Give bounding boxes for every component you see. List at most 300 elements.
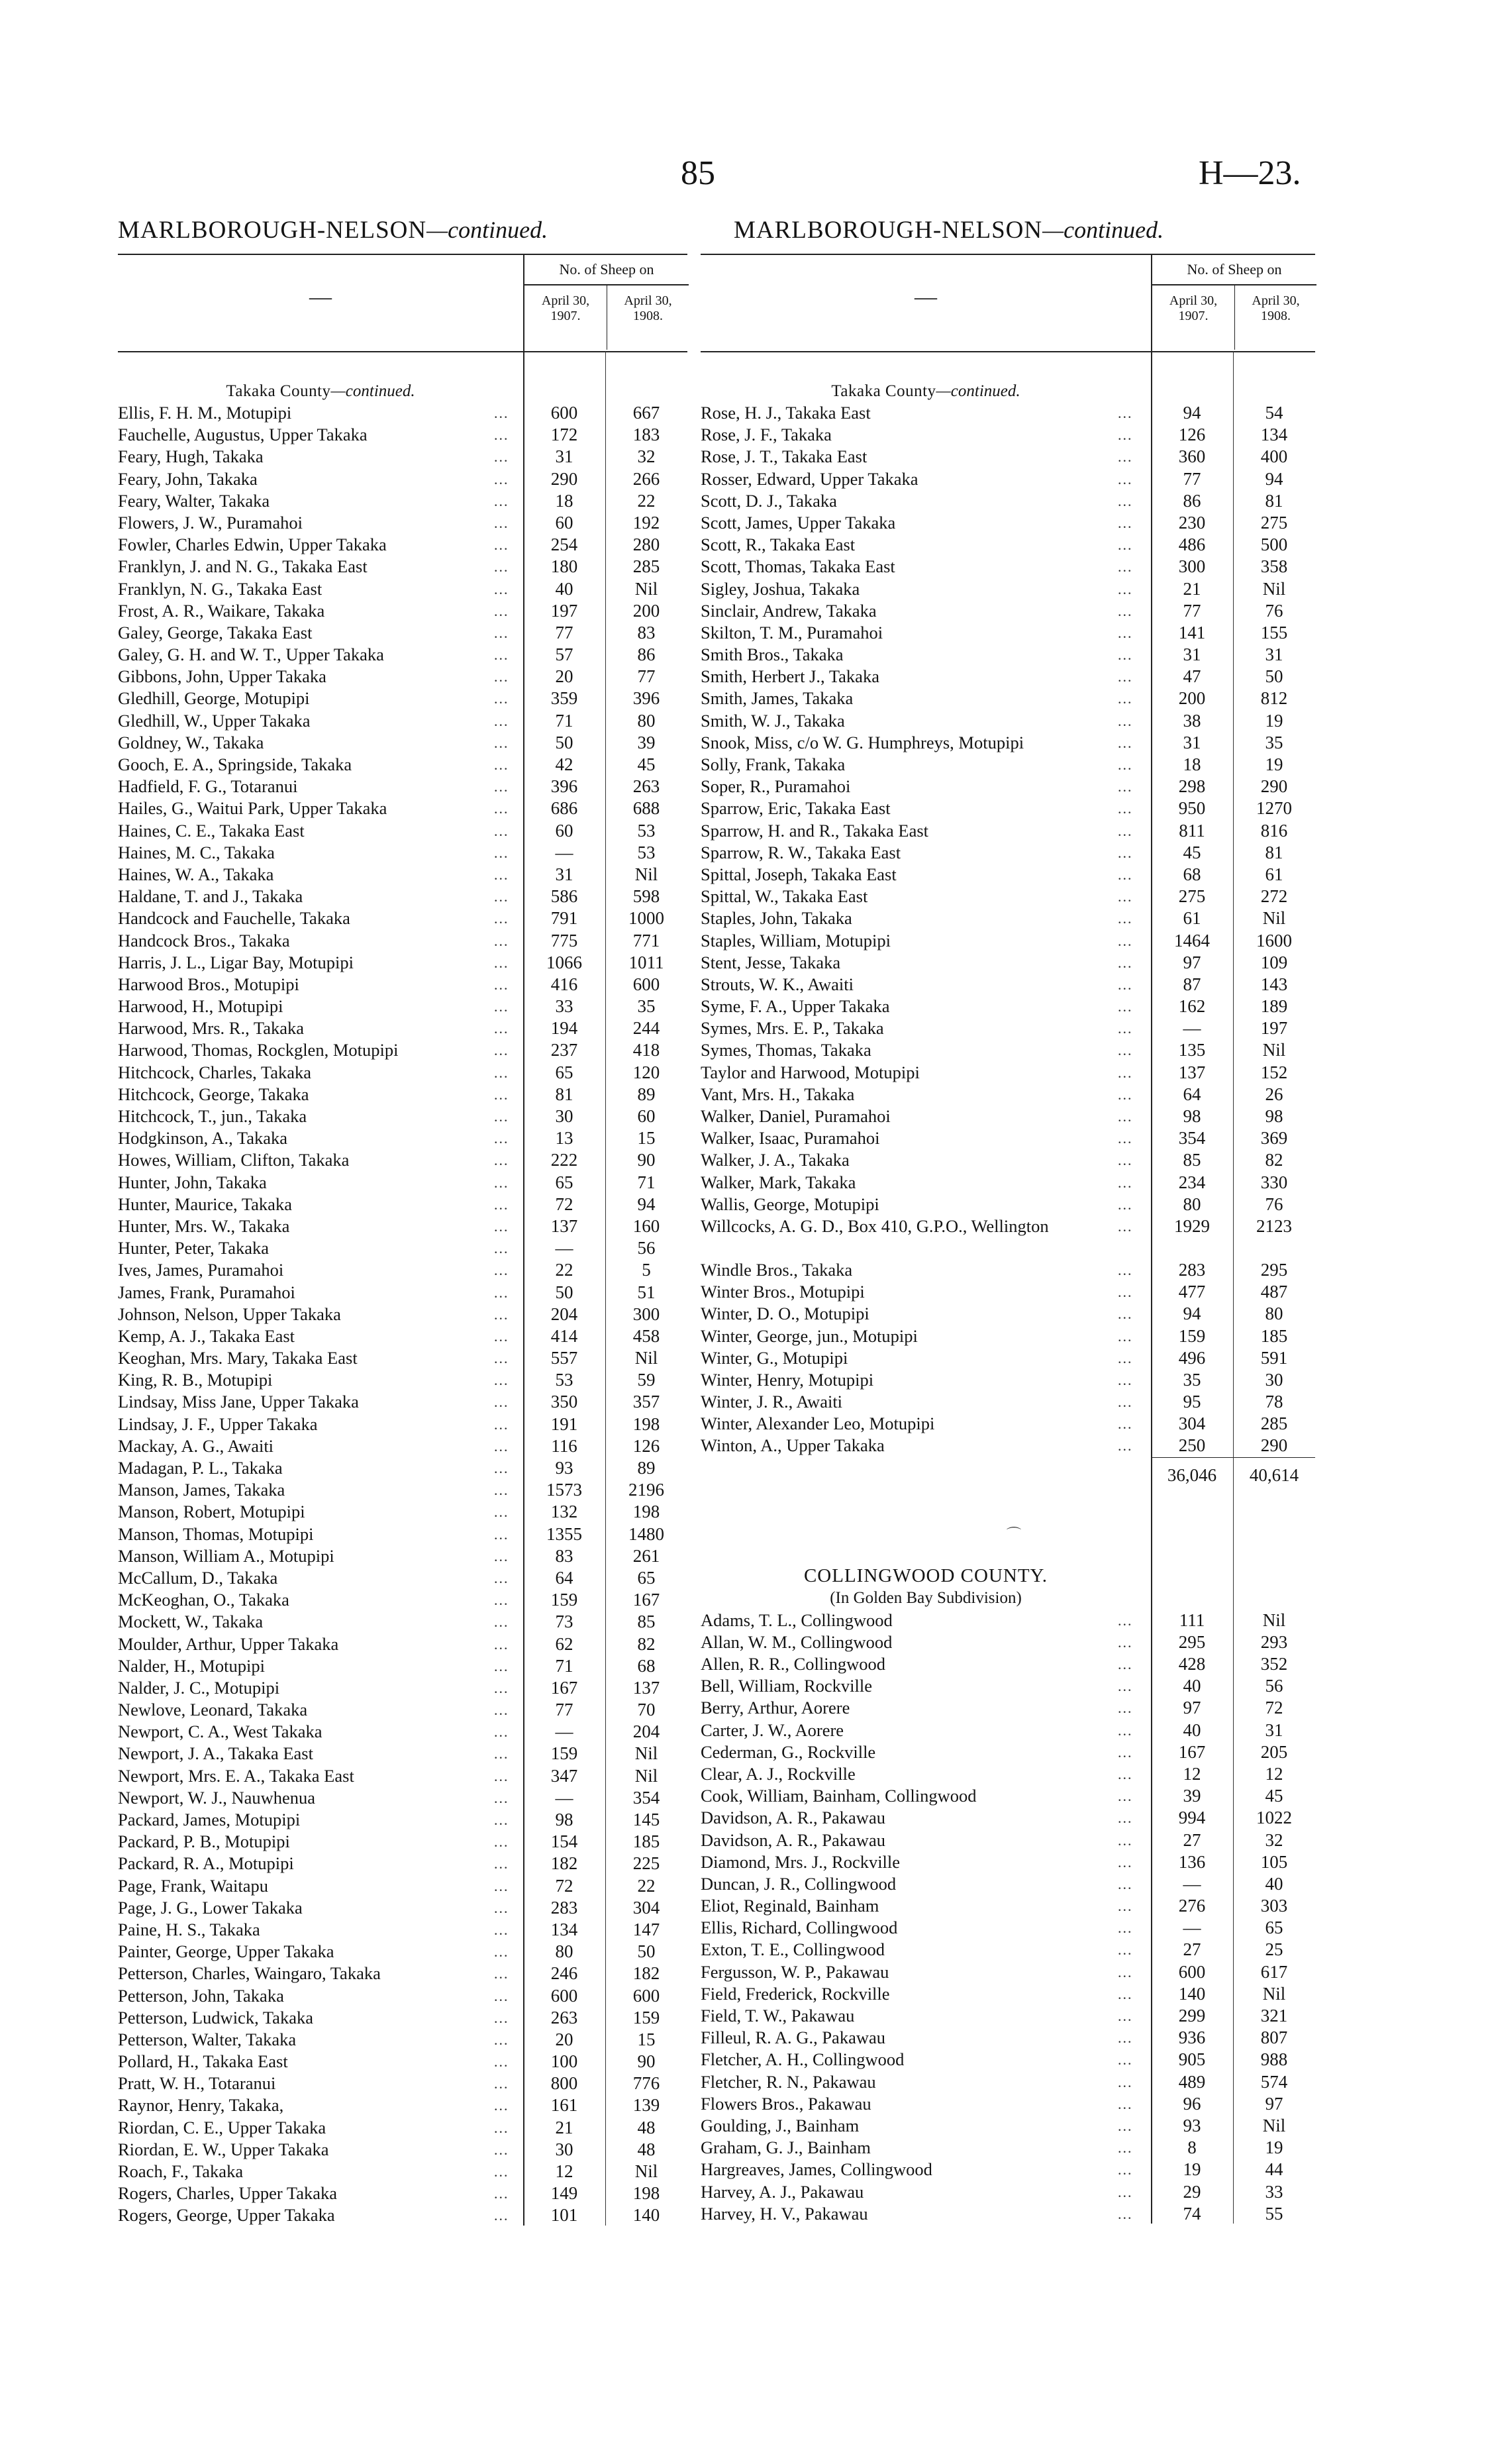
- sheep-1907-value: 167: [550, 1677, 578, 1698]
- table-row: [118, 1919, 687, 1941]
- leader-dots: ...: [1118, 1765, 1133, 1782]
- sheep-1907-value: 159: [1178, 1325, 1206, 1346]
- left-title-continued: —continued.: [426, 217, 548, 243]
- table-row: [701, 930, 1315, 952]
- owner-name: Walker, J. A., Takaka: [701, 1150, 850, 1170]
- sheep-1908-value: 143: [1260, 974, 1288, 994]
- sheep-1907-value: 161: [550, 2095, 578, 2116]
- sheep-1908-value: 358: [1260, 556, 1288, 577]
- total-1907-value: 36,046: [1167, 1464, 1217, 1485]
- sheep-1908-value: 776: [632, 2073, 660, 2094]
- table-row: [118, 1105, 687, 1127]
- leader-dots: ...: [1118, 1963, 1133, 1980]
- sheep-1908-value: 295: [1260, 1259, 1288, 1280]
- sheep-1908-value: 600: [632, 1985, 660, 2006]
- leader-dots: ...: [494, 537, 509, 554]
- table-row: [118, 1567, 687, 1589]
- sheep-1907-value: 1573: [546, 1480, 582, 1500]
- sheep-1908-value: 15: [637, 1128, 656, 1149]
- table-row: [701, 864, 1315, 886]
- sheep-1908-value: 65: [1265, 1918, 1283, 1938]
- leader-dots: ...: [1118, 2029, 1133, 2047]
- owner-name: Eliot, Reginald, Bainham: [701, 1896, 879, 1916]
- sheep-1907-value: 347: [550, 1765, 578, 1786]
- page-number: 85: [681, 154, 715, 192]
- leader-dots: ...: [1118, 2205, 1133, 2222]
- owner-name: Clear, A. J., Rockville: [701, 1763, 856, 1784]
- leader-dots: ...: [1118, 1064, 1133, 1081]
- leader-dots: ...: [1118, 1678, 1133, 1695]
- owner-name: Painter, George, Upper Takaka: [118, 1941, 334, 1962]
- leader-dots: ...: [1118, 537, 1133, 554]
- table-row: [118, 1985, 687, 2007]
- table-row: [118, 1787, 687, 1809]
- sheep-1907-value: 27: [1183, 1939, 1201, 1960]
- sheep-1908-value: 94: [637, 1194, 656, 1214]
- leader-dots: ...: [494, 1525, 509, 1543]
- sheep-1908-value: 400: [1260, 446, 1288, 467]
- owner-name: Field, Frederick, Rockville: [701, 1983, 890, 2004]
- sheep-1908-value: 244: [632, 1018, 660, 1039]
- sheep-1907-value: 97: [1183, 952, 1201, 972]
- leader-dots: ...: [494, 427, 509, 444]
- sheep-1907-value: 65: [555, 1062, 573, 1082]
- sheep-1907-value: 21: [555, 2117, 573, 2137]
- leader-dots: ...: [494, 1702, 509, 1719]
- sheep-1908-value: 183: [632, 425, 660, 445]
- leader-dots: ...: [1118, 1875, 1133, 1892]
- leader-dots: ...: [1118, 1371, 1133, 1388]
- leader-dots: ...: [1118, 1656, 1133, 1672]
- owner-name: Harvey, A. J., Pakawau: [701, 2181, 864, 2202]
- sheep-1907-value: 1929: [1174, 1215, 1210, 1236]
- owner-name: Allan, W. M., Collingwood: [701, 1631, 893, 1652]
- leader-dots: ...: [1118, 1217, 1133, 1235]
- table-row: [118, 797, 687, 819]
- sheep-count-header: [523, 255, 689, 351]
- sheep-1908-value: 198: [632, 1502, 660, 1522]
- table-row: [701, 1873, 1315, 1895]
- table-row: [118, 1084, 687, 1105]
- table-row: [701, 1369, 1315, 1391]
- owner-name: Hailes, G., Waitui Park, Upper Takaka: [118, 798, 387, 819]
- sheep-1908-value: 352: [1260, 1654, 1288, 1674]
- table-row: [701, 1895, 1315, 1917]
- leader-dots: ...: [494, 1020, 509, 1037]
- owner-name: Windle Bros., Takaka: [701, 1259, 853, 1280]
- sheep-1908-value: 1011: [628, 952, 664, 972]
- sheep-1907-value: 50: [555, 1282, 573, 1302]
- table-row: [118, 1259, 687, 1281]
- table-row: [701, 512, 1315, 534]
- sheep-1907-value: 96: [1183, 2093, 1201, 2114]
- owner-name: Ellis, F. H. M., Motupipi: [118, 403, 292, 423]
- leader-dots: ...: [494, 1877, 509, 1894]
- sheep-1907-value: 234: [1178, 1172, 1206, 1192]
- sheep-1907-value: 600: [550, 403, 578, 423]
- owner-name: Manson, Thomas, Motupipi: [118, 1523, 314, 1544]
- sheep-1907-value: 40: [1183, 1676, 1201, 1696]
- leader-dots: ...: [1118, 822, 1133, 839]
- leader-dots: ...: [494, 1745, 509, 1763]
- sheep-1907-value: 283: [550, 1897, 578, 1918]
- sheep-1907-value: 275: [1178, 886, 1206, 907]
- right-table-header: [701, 255, 1315, 352]
- sheep-1908-value: 369: [1260, 1128, 1288, 1149]
- leader-dots: ...: [1118, 1920, 1133, 1937]
- sheep-1908-value: 105: [1260, 1851, 1288, 1872]
- leader-dots: ...: [1118, 1898, 1133, 1915]
- sheep-1908-value: 78: [1265, 1392, 1283, 1412]
- sheep-1907-value: 83: [555, 1545, 573, 1566]
- owner-name: Lindsay, J. F., Upper Takaka: [118, 1413, 318, 1434]
- table-row: [701, 776, 1315, 797]
- table-row: [701, 1062, 1315, 1084]
- sheep-1907-value: 77: [555, 1700, 573, 1720]
- table-row: [118, 1435, 687, 1457]
- table-row: [118, 1545, 687, 1567]
- sheep-1908-value: Nil: [634, 864, 658, 884]
- leader-dots: ...: [494, 1064, 509, 1081]
- sheep-1907-value: 180: [550, 556, 578, 577]
- sheep-1907-value: 47: [1183, 666, 1201, 687]
- owner-name: Hitchcock, Charles, Takaka: [118, 1062, 311, 1082]
- owner-name: Davidson, A. R., Pakawau: [701, 1808, 885, 1828]
- sheep-1908-value: Nil: [1262, 2115, 1286, 2135]
- sheep-1908-value: 272: [1260, 886, 1288, 907]
- owner-name: Howes, William, Clifton, Takaka: [118, 1150, 350, 1170]
- table-row: [118, 1149, 687, 1171]
- sheep-1907-value: 95: [1183, 1392, 1201, 1412]
- owner-name: Scott, R., Takaka East: [701, 535, 856, 555]
- leader-dots: ...: [494, 1592, 509, 1609]
- sheep-1908-value: 12: [1265, 1763, 1283, 1784]
- sheep-1907-value: 950: [1178, 798, 1206, 819]
- table-row: [118, 2117, 687, 2139]
- owner-name: Petterson, Walter, Takaka: [118, 2029, 297, 2049]
- table-row: [701, 996, 1315, 1017]
- sheep-1908-value: 30: [1265, 1369, 1283, 1390]
- leader-dots: ...: [1118, 1700, 1133, 1717]
- leader-dots: ...: [494, 1767, 509, 1784]
- sheep-1907-value: 354: [1178, 1128, 1206, 1149]
- leader-dots: ...: [494, 844, 509, 861]
- leader-dots: ...: [494, 2031, 509, 2048]
- owner-name: Gibbons, John, Upper Takaka: [118, 666, 326, 687]
- owner-name: Goldney, W., Takaka: [118, 732, 264, 752]
- table-row: [701, 424, 1315, 446]
- owner-name: Hitchcock, George, Takaka: [118, 1084, 309, 1104]
- owner-name: Feary, Walter, Takaka: [118, 490, 270, 511]
- sheep-1907-value: 73: [555, 1612, 573, 1632]
- leader-dots: ...: [494, 492, 509, 509]
- table-row: [118, 1743, 687, 1765]
- table-row: [118, 1765, 687, 1787]
- sheep-1908-value: 293: [1260, 1631, 1288, 1652]
- sheep-1907-value: 42: [555, 754, 573, 774]
- owner-name: Petterson, John, Takaka: [118, 1985, 284, 2006]
- sheep-1907-value: 557: [550, 1348, 578, 1368]
- leader-dots: ...: [494, 932, 509, 949]
- sheep-1908-value: 189: [1260, 996, 1288, 1017]
- sheep-1908-value: 159: [632, 2007, 660, 2028]
- owner-name: Flowers Bros., Pakawau: [701, 2093, 871, 2114]
- owner-name: Harwood, H., Motupipi: [118, 996, 283, 1017]
- sheep-1908-value: 45: [637, 754, 656, 774]
- leader-dots: ...: [494, 1812, 509, 1828]
- table-row: [118, 468, 687, 490]
- sheep-1907-value: 126: [1178, 425, 1206, 445]
- sheep-1907-value: 30: [555, 1106, 573, 1126]
- leader-dots: ...: [1118, 2008, 1133, 2024]
- table-row: [701, 797, 1315, 819]
- sheep-1907-value: 31: [555, 864, 573, 884]
- sheep-1908-value: 192: [632, 512, 660, 533]
- sheep-1908-value: 54: [1265, 403, 1283, 423]
- owner-name: Diamond, Mrs. J., Rockville: [701, 1851, 901, 1872]
- sheep-1907-value: 98: [1183, 1106, 1201, 1126]
- sheep-1907-value: 360: [1178, 446, 1206, 467]
- leader-dots: ...: [1118, 2161, 1133, 2179]
- table-row: [701, 1653, 1315, 1675]
- owner-name: Winter, J. R., Awaiti: [701, 1392, 843, 1412]
- sheep-1907-value: 12: [1183, 1763, 1201, 1784]
- sheep-1908-value: 97: [1265, 2093, 1283, 2114]
- sheep-1907-value: 35: [1183, 1369, 1201, 1390]
- leader-dots: ...: [1118, 1284, 1133, 1301]
- column-rule: [523, 351, 524, 2226]
- leader-dots: ...: [494, 1217, 509, 1235]
- table-row: [118, 864, 687, 886]
- left-title-main: MARLBOROUGH-NELSON: [118, 217, 427, 244]
- table-row: [701, 1259, 1315, 1281]
- sheep-1907-value: 141: [1178, 622, 1206, 642]
- table-row: [118, 2139, 687, 2161]
- sheep-1907-value: 791: [550, 908, 578, 929]
- owner-name: Harwood, Thomas, Rockglen, Motupipi: [118, 1040, 399, 1060]
- leader-dots: ...: [1118, 558, 1133, 576]
- sheep-1908-value: 816: [1260, 820, 1288, 841]
- sheep-1908-value: 31: [1265, 644, 1283, 665]
- table-row: [118, 710, 687, 732]
- sheep-1907-value: 132: [550, 1502, 578, 1522]
- owner-name: Haines, W. A., Takaka: [118, 864, 274, 884]
- leader-dots: ...: [1118, 1261, 1133, 1278]
- table-row: [118, 534, 687, 556]
- sheep-1908-value: 667: [632, 403, 660, 423]
- table-row: [701, 1325, 1315, 1347]
- table-row: [118, 644, 687, 666]
- leader-dots: ...: [1118, 778, 1133, 796]
- sheep-1908-value: Nil: [1262, 1983, 1286, 2004]
- sheep-1907-value: 686: [550, 798, 578, 819]
- table-row: [701, 556, 1315, 578]
- owner-name: Spittal, W., Takaka East: [701, 886, 868, 907]
- sheep-1907-value: 31: [1183, 732, 1201, 752]
- collingwood-county-heading: COLLINGWOOD COUNTY.: [803, 1565, 1048, 1586]
- owner-name: Cook, William, Bainham, Collingwood: [701, 1786, 977, 1806]
- table-row: [701, 1172, 1315, 1194]
- sheep-1907-value: 298: [1178, 776, 1206, 797]
- owner-name: Scott, James, Upper Takaka: [701, 512, 896, 533]
- owner-name: Soper, R., Puramahoi: [701, 776, 851, 797]
- leader-dots: ...: [494, 470, 509, 488]
- table-row: [701, 622, 1315, 644]
- sheep-1908-value: 167: [632, 1590, 660, 1610]
- leader-dots: ...: [1118, 954, 1133, 971]
- table-row: [701, 1347, 1315, 1369]
- leader-dots: ...: [1118, 1327, 1133, 1345]
- table-row: [118, 1677, 687, 1699]
- owner-name: Petterson, Ludwick, Takaka: [118, 2007, 313, 2028]
- sheep-1908-value: 80: [1265, 1304, 1283, 1324]
- owner-name: Fauchelle, Augustus, Upper Takaka: [118, 425, 368, 445]
- owner-name: Harris, J. L., Ligar Bay, Motupipi: [118, 952, 354, 972]
- table-row: [118, 1127, 687, 1149]
- owner-name: Lindsay, Miss Jane, Upper Takaka: [118, 1392, 359, 1412]
- right-title-continued: —continued.: [1042, 217, 1164, 243]
- sheep-1908-value: 44: [1265, 2159, 1283, 2180]
- leader-dots: ...: [1118, 1020, 1133, 1037]
- leader-dots: ...: [494, 624, 509, 641]
- leader-dots: ...: [494, 866, 509, 883]
- sheep-1908-value: 53: [637, 842, 656, 862]
- leader-dots: ...: [494, 690, 509, 707]
- leader-dots: ...: [1118, 1612, 1133, 1629]
- sheep-1907-value: 40: [1183, 1720, 1201, 1740]
- sheep-1907-value: —: [1183, 1873, 1201, 1894]
- table-row: [118, 1655, 687, 1677]
- leader-dots: ...: [1118, 2117, 1133, 2134]
- leader-dots: ...: [494, 1437, 509, 1455]
- owner-name: Mackay, A. G., Awaiti: [118, 1435, 274, 1456]
- sheep-1908-value: 197: [1260, 1018, 1288, 1039]
- sheep-1908-value: 33: [1265, 2181, 1283, 2202]
- sheep-1907-value: 295: [1178, 1631, 1206, 1652]
- sheep-1907-value: 72: [555, 1194, 573, 1214]
- sheep-1908-value: 160: [632, 1215, 660, 1236]
- sheep-header-title: No. of Sheep on: [1152, 255, 1316, 285]
- owner-name: Petterson, Charles, Waingaro, Takaka: [118, 1963, 381, 1984]
- leader-dots: ...: [494, 756, 509, 773]
- table-row: [118, 2073, 687, 2094]
- owner-name: Newport, J. A., Takaka East: [118, 1743, 313, 1764]
- sheep-1908-value: Nil: [634, 578, 658, 599]
- sheep-1907-value: 134: [550, 1919, 578, 1939]
- sheep-1907-value: 21: [1183, 578, 1201, 599]
- leader-dots: ...: [494, 1240, 509, 1257]
- owner-name: Fergusson, W. P., Pakawau: [701, 1961, 889, 1982]
- sheep-1908-value: 357: [632, 1392, 660, 1412]
- table-row: [701, 2005, 1315, 2027]
- sheep-1908-value: 98: [1265, 1106, 1283, 1126]
- leader-dots: ...: [1118, 1810, 1133, 1827]
- leader-dots: ...: [1118, 2183, 1133, 2200]
- sheep-1907-value: 20: [555, 2029, 573, 2049]
- sheep-1908-value: 225: [632, 1853, 660, 1874]
- owner-name: James, Frank, Puramahoi: [118, 1282, 295, 1302]
- table-row: [701, 666, 1315, 688]
- table-row: [701, 1281, 1315, 1303]
- right-column-title: [734, 216, 1164, 244]
- sheep-1907-value: 85: [1183, 1150, 1201, 1170]
- leader-dots: ...: [1118, 1152, 1133, 1169]
- leader-dots: ...: [494, 1350, 509, 1367]
- document-reference: H—23.: [1199, 154, 1301, 192]
- table-row: [701, 644, 1315, 666]
- leader-dots: ...: [494, 1965, 509, 1982]
- sheep-1907-value: 20: [555, 666, 573, 687]
- leader-dots: ...: [1118, 1306, 1133, 1323]
- sheep-1907-value: 477: [1178, 1282, 1206, 1302]
- sheep-1908-value: 200: [632, 600, 660, 621]
- sheep-1908-value: 90: [637, 1150, 656, 1170]
- table-row: [118, 974, 687, 996]
- owner-name: Hunter, Maurice, Takaka: [118, 1194, 292, 1214]
- owner-name: Nalder, H., Motupipi: [118, 1655, 265, 1676]
- leader-dots: ...: [494, 1174, 509, 1191]
- left-table: [118, 254, 687, 2227]
- sheep-1908-value: 500: [1260, 535, 1288, 555]
- owner-name: Exton, T. E., Collingwood: [701, 1939, 885, 1960]
- table-row: [118, 1457, 687, 1479]
- table-row: [118, 1963, 687, 1984]
- owner-name: Fletcher, A. H., Collingwood: [701, 2049, 905, 2070]
- sheep-1907-value: —: [555, 1721, 573, 1742]
- owner-name: Flowers, J. W., Puramahoi: [118, 512, 303, 533]
- owner-name: Rose, H. J., Takaka East: [701, 403, 871, 423]
- table-row: [118, 1413, 687, 1435]
- table-row: [118, 512, 687, 534]
- owner-name: Wallis, George, Motupipi: [701, 1194, 879, 1214]
- table-row: [118, 578, 687, 600]
- sheep-1908-value: 81: [1265, 490, 1283, 511]
- leader-dots: ...: [494, 800, 509, 817]
- sheep-1907-value: 94: [1183, 403, 1201, 423]
- table-row: [118, 1853, 687, 1874]
- sheep-1907-value: 204: [550, 1304, 578, 1324]
- leader-dots: ...: [1118, 405, 1133, 421]
- sheep-1907-value: 775: [550, 930, 578, 950]
- left-column-title: [118, 216, 548, 244]
- leader-dots: ...: [1118, 2051, 1133, 2069]
- table-row: [701, 2137, 1315, 2159]
- table-row: [701, 1697, 1315, 1719]
- sheep-1908-value: 354: [632, 1787, 660, 1808]
- table-row: [701, 974, 1315, 996]
- sheep-1908-value: Nil: [1262, 578, 1286, 599]
- owner-name: Haldane, T. and J., Takaka: [118, 886, 303, 907]
- leader-dots: ...: [1118, 1042, 1133, 1059]
- owner-name: Pratt, W. H., Totaranui: [118, 2073, 276, 2094]
- sheep-1908-value: 35: [1265, 732, 1283, 752]
- leader-dots: ...: [1118, 1853, 1133, 1871]
- leader-dots: ...: [1118, 1985, 1133, 2002]
- owner-name: Harwood Bros., Motupipi: [118, 974, 299, 994]
- sheep-1907-value: 162: [1178, 996, 1206, 1017]
- sheep-1908-value: 591: [1260, 1347, 1288, 1368]
- table-row: [701, 534, 1315, 556]
- sheep-1908-value: 45: [1265, 1786, 1283, 1806]
- owner-name: Sparrow, Eric, Takaka East: [701, 798, 891, 819]
- leader-dots: ...: [494, 1547, 509, 1565]
- sheep-1908-value: 109: [1260, 952, 1288, 972]
- table-row: [118, 930, 687, 952]
- leader-dots: ...: [494, 448, 509, 466]
- table-row: [118, 1172, 687, 1194]
- sheep-1907-value: 191: [550, 1413, 578, 1434]
- table-row: [118, 666, 687, 688]
